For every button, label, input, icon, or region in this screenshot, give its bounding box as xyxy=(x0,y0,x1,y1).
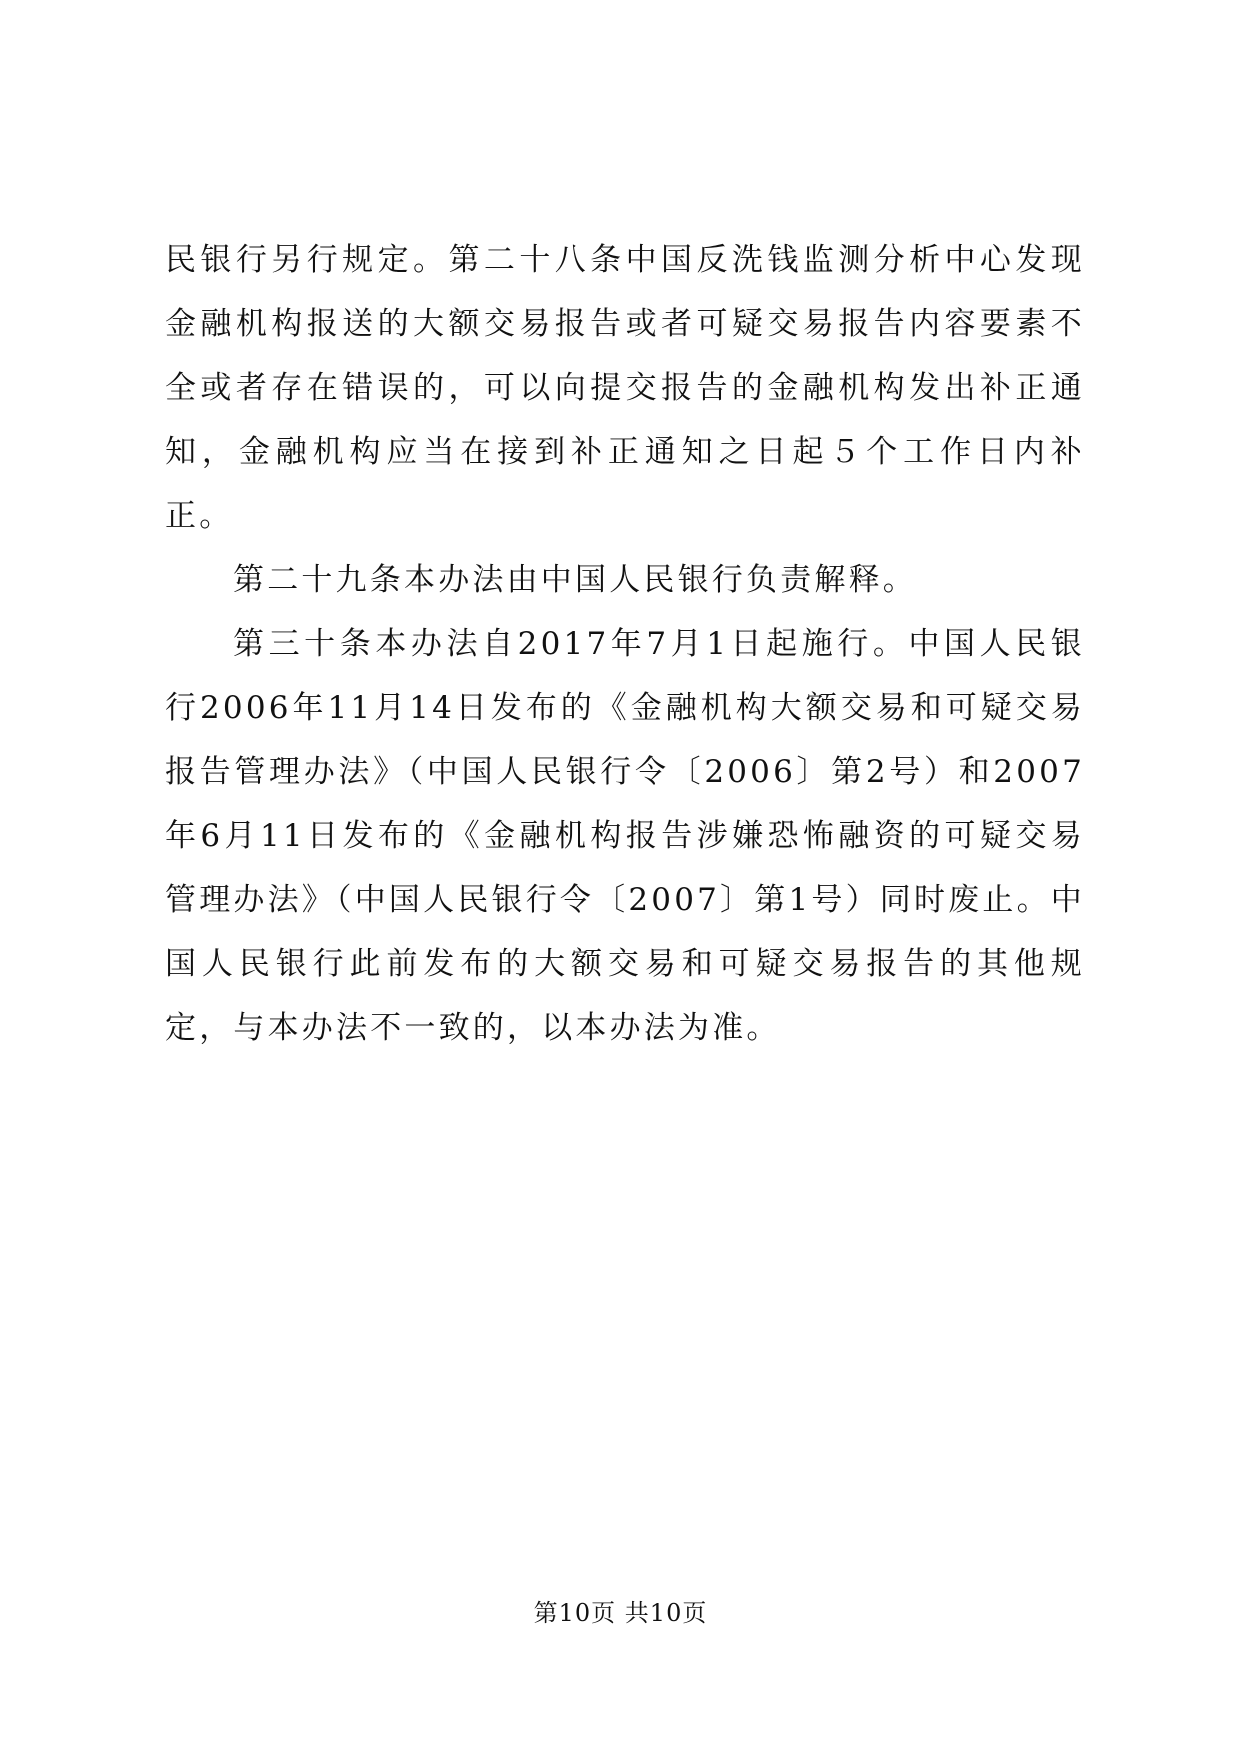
document-body xyxy=(165,228,1085,1060)
paragraph-continuation: 民银行另行规定。第二十八条中国反洗钱监测分析中心发现金融机构报送的大额交易报告或者可疑交易报告内容要素不全或者存在错误的，可以向提交报告的金融机构发出补正通知，金融机构应当在接到补正通知之日起５个工作日内补正。 xyxy=(165,242,1085,534)
page-footer: 第10页 共10页 xyxy=(533,1599,708,1627)
paragraph-article-29: 第二十九条本办法由中国人民银行负责解释。 xyxy=(233,562,917,598)
paragraph-article-30: 第三十条本办法自2017年7月1日起施行。中国人民银行2006年11月14日发布的《金融机构大额交易和可疑交易报告管理办法》（中国人民银行令〔2006〕第2号）和2007年6月11日发布的《金融机构报告涉嫌恐怖融资的可疑交易管理办法》（中国人民银行令〔2007〕第1号）同时废止。中国人民银行此前发布的大额交易和可疑交易报告的其他规定，与本办法不一致的，以本办法为准。 xyxy=(165,626,1085,1046)
